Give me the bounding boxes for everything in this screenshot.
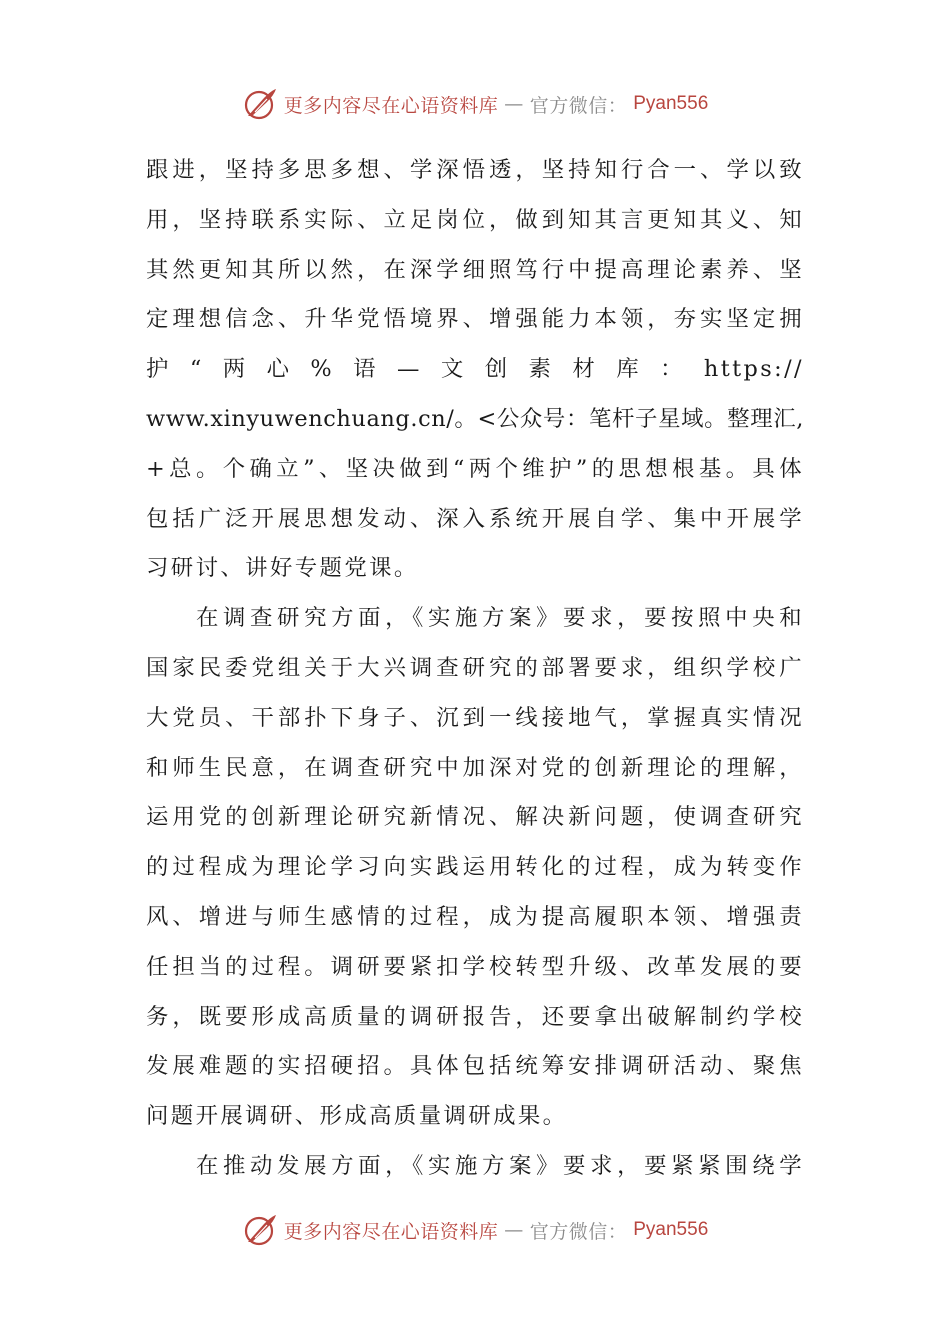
text-line: +总。个确立”、坚决做到“两个维护”的思想根基。具体 (146, 455, 804, 482)
paragraph-2 (146, 594, 804, 1142)
paragraph-3 (146, 1142, 804, 1192)
text-line: 其然更知其所以然，在深学细照笃行中提高理论素养、坚 (146, 256, 804, 283)
text-line-url: www.xinyuwenchuang.cn/。<公众号：笔杆子星域。整理汇, (146, 405, 804, 432)
text-line: 跟进，坚持多思多想、学深悟透，坚持知行合一、学以致 (146, 157, 804, 183)
paragraph-1 (146, 146, 804, 594)
text-line: 国家民委党组关于大兴调查研究的部署要求，组织学校广 (146, 654, 804, 681)
text-line: 风、增进与师生感情的过程，成为提高履职本领、增强责 (146, 903, 804, 930)
text-line: 的过程成为理论学习向实践运用转化的过程，成为转变作 (146, 854, 804, 881)
banner-dash: — (504, 93, 524, 115)
banner-account: Pyan556 (633, 93, 709, 114)
text-line: 和师生民意，在调查研究中加深对党的创新理论的理解， (146, 754, 804, 781)
text-line-with-url: 护“两心%语—文创素材库：https:// (146, 356, 804, 383)
text-line: 在推动发展方面，《实施方案》要求，要紧紧围绕学 (196, 1152, 804, 1179)
text-line: 大党员、干部扑下身子、沉到一线接地气，掌握真实情况 (146, 704, 804, 731)
text-line: 用，坚持联系实际、立足岗位，做到知其言更知其义、知 (146, 206, 804, 233)
banner-title: 更多内容尽在心语资料库 (283, 1220, 499, 1243)
text-line: 定理想信念、升华党悟境界、增强能力本领，夯实坚定拥 (146, 306, 804, 333)
document-body (146, 146, 804, 1192)
banner-dash: — (504, 1219, 524, 1241)
text-line: 习研讨、讲好专题党课。 (146, 555, 419, 582)
quill-logo-icon (242, 86, 278, 122)
text-line: 任担当的过程。调研要紧扣学校转型升级、改革发展的要 (146, 953, 804, 980)
text-line: 发展难题的实招硬招。具体包括统筹安排调研活动、聚焦 (146, 1053, 804, 1080)
banner-label: 官方微信： (529, 94, 628, 117)
banner-account: Pyan556 (633, 1219, 709, 1240)
banner-title: 更多内容尽在心语资料库 (283, 94, 499, 117)
text-line: 务，既要形成高质量的调研报告，还要拿出破解制约学校 (146, 1003, 804, 1030)
quill-logo-icon (242, 1212, 278, 1248)
text-line: 问题开展调研、形成高质量调研成果。 (146, 1103, 568, 1130)
header-banner (0, 84, 950, 124)
footer-banner (0, 1210, 950, 1250)
text-line: 运用党的创新理论研究新情况、解决新问题，使调查研究 (146, 804, 804, 831)
text-line: 包括广泛开展思想发动、深入系统开展自学、集中开展学 (146, 505, 804, 532)
banner-label: 官方微信： (529, 1220, 628, 1243)
text-line: 在调查研究方面，《实施方案》要求，要按照中央和 (196, 605, 804, 632)
